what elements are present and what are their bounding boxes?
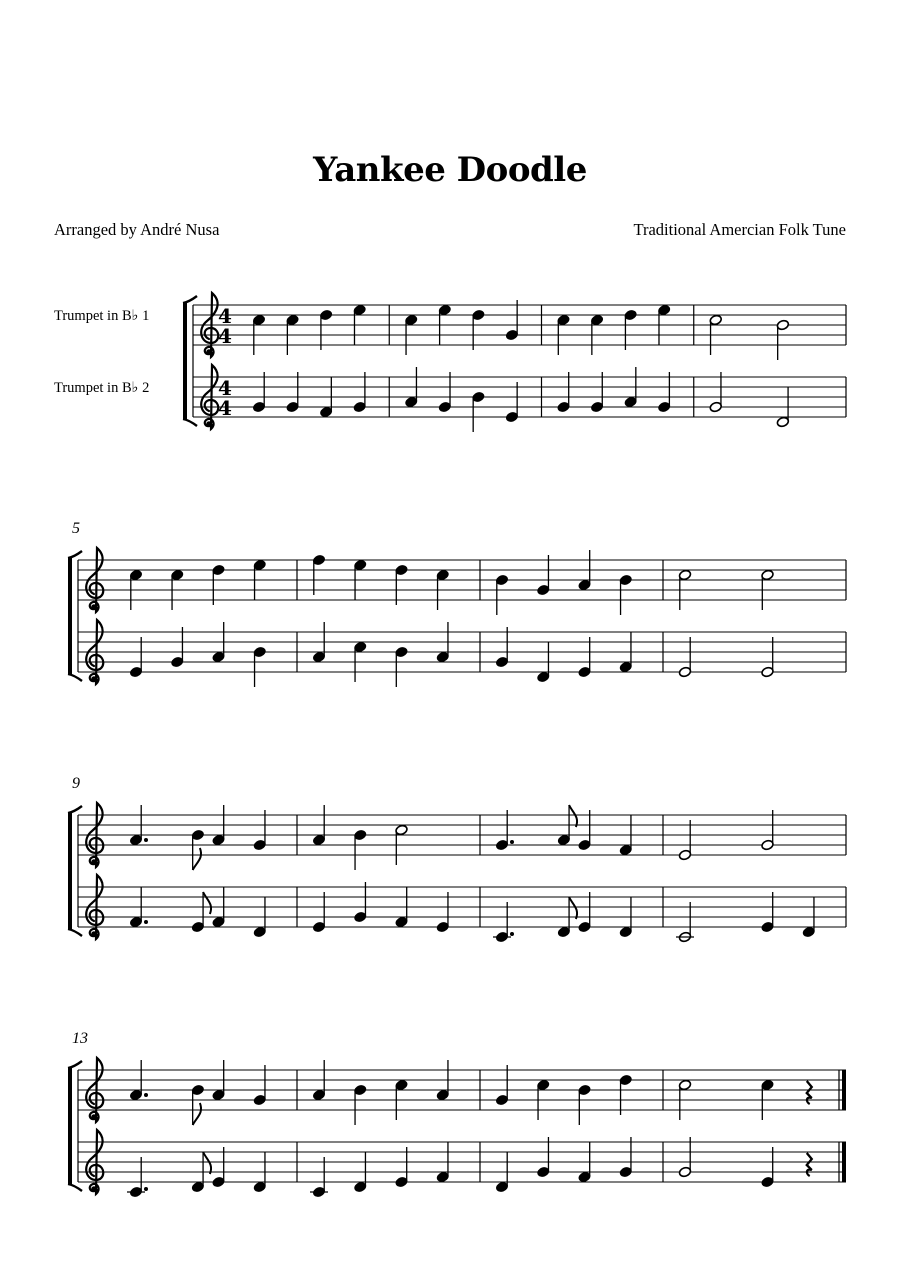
eighth-flag — [193, 1103, 201, 1125]
treble-clef-tail-dot — [206, 421, 212, 427]
measure-number-13: 13 — [72, 1030, 88, 1047]
treble-clef-tail-dot — [91, 604, 97, 610]
augmentation-dot — [510, 840, 514, 844]
measure-number-5: 5 — [72, 520, 80, 537]
time-signature-beats: 4 — [218, 304, 232, 328]
augmentation-dot — [144, 838, 148, 842]
eighth-flag — [569, 897, 577, 919]
treble-clef-tail-dot — [91, 1186, 97, 1192]
eighth-flag — [203, 1152, 211, 1174]
time-signature-beats: 4 — [218, 376, 232, 400]
instrument-label-trumpet-1: Trumpet in B♭ 1 — [54, 308, 150, 324]
system-bracket — [68, 558, 72, 674]
bracket-bottom-hook — [183, 419, 197, 426]
bracket-top-hook — [68, 806, 82, 813]
quarter-rest — [807, 1081, 812, 1104]
treble-clef-tail-dot — [91, 931, 97, 937]
bracket-top-hook — [68, 551, 82, 558]
augmentation-dot — [144, 920, 148, 924]
system-bracket — [68, 813, 72, 929]
bracket-top-hook — [183, 296, 197, 303]
final-barline-thick — [842, 1070, 846, 1110]
quarter-rest — [807, 1153, 812, 1176]
final-barline-thick — [842, 1142, 846, 1182]
instrument-label-trumpet-2: Trumpet in B♭ 2 — [54, 380, 150, 396]
eighth-flag — [569, 805, 577, 827]
measure-number-9: 9 — [72, 775, 80, 792]
system-bracket — [183, 303, 187, 419]
eighth-flag — [193, 848, 201, 870]
augmentation-dot — [144, 1093, 148, 1097]
system-bracket — [68, 1068, 72, 1184]
bracket-bottom-hook — [68, 674, 82, 681]
piece-title: Yankee Doodle — [313, 150, 587, 190]
time-signature-unit: 4 — [218, 324, 232, 348]
bracket-bottom-hook — [68, 929, 82, 936]
treble-clef-tail-dot — [91, 859, 97, 865]
composer-credit: Traditional Amercian Folk Tune — [633, 220, 846, 239]
treble-clef-tail-dot — [206, 349, 212, 355]
arranger-credit: Arranged by André Nusa — [54, 220, 220, 239]
augmentation-dot — [144, 1187, 148, 1191]
eighth-flag — [203, 892, 211, 914]
bracket-bottom-hook — [68, 1184, 82, 1191]
bracket-top-hook — [68, 1061, 82, 1068]
time-signature-unit: 4 — [218, 396, 232, 420]
treble-clef-tail-dot — [91, 1114, 97, 1120]
augmentation-dot — [510, 932, 514, 936]
treble-clef-tail-dot — [91, 676, 97, 682]
